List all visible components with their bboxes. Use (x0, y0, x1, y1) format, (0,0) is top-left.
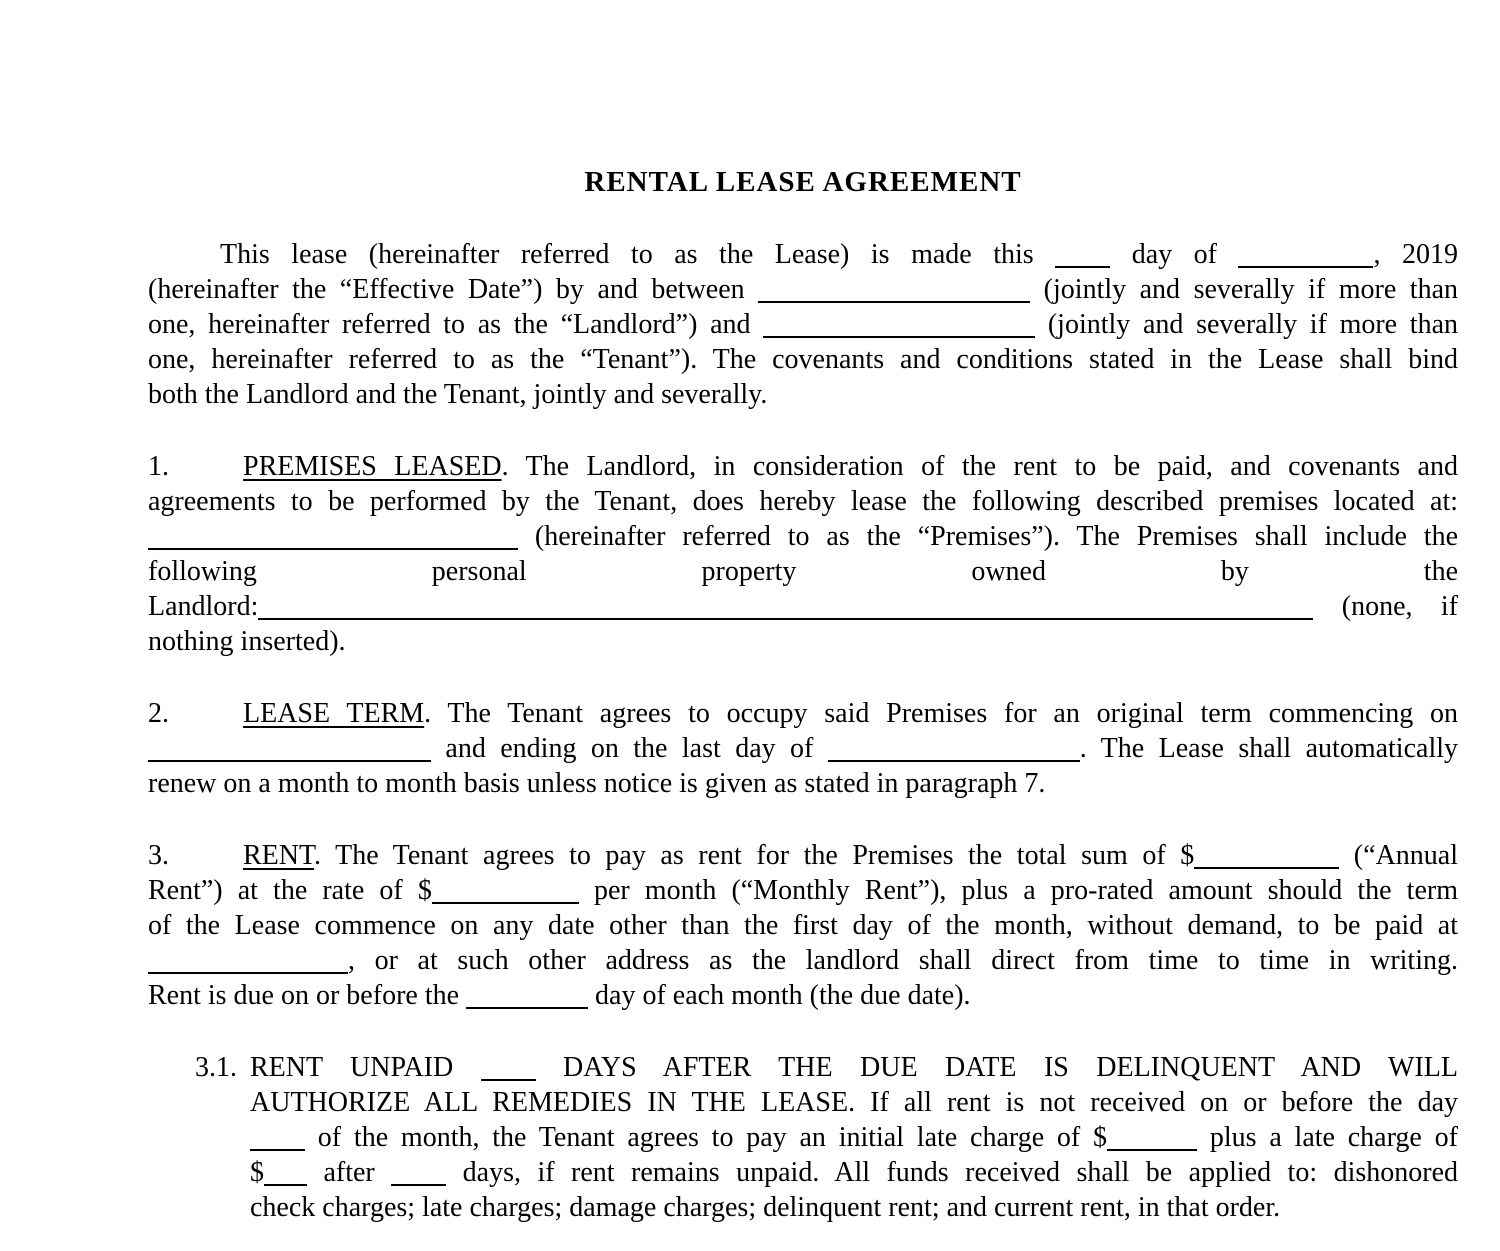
text-run: . The Lease shall automatically (1079, 733, 1459, 764)
text-line (250, 1120, 1458, 1155)
text-run: days, if rent remains unpaid. All funds received shall be applied to: dishonored (446, 1157, 1458, 1188)
text-line (148, 838, 1458, 873)
section-heading: RENT (243, 840, 315, 871)
text-run: $ (250, 1157, 264, 1188)
text-run: RENT UNPAID (250, 1052, 481, 1083)
text-run: after (307, 1157, 392, 1188)
text-run: (hereinafter the “Effective Date”) by and between (148, 274, 759, 305)
text-line (148, 237, 1458, 272)
section-number: 3. (148, 840, 169, 871)
text-line (148, 519, 1458, 554)
text-line (250, 1085, 1458, 1120)
text-run: nothing inserted). (148, 626, 346, 657)
text-run: of the month, the Tenant agrees to pay an initial late charge of $ (305, 1122, 1108, 1153)
text-line (148, 978, 1458, 1013)
text-line (250, 1190, 1458, 1225)
blank-field (1194, 841, 1339, 869)
text-run: . The Landlord, in consideration of the rent to be paid, and covenants and (501, 451, 1458, 482)
text-run: day of (1110, 239, 1239, 270)
text-run: check charges; late charges; damage charges; delinquent rent; and current rent, in that order. (250, 1192, 1281, 1223)
document-title: RENTAL LEASE AGREEMENT (584, 166, 1022, 198)
text-run: (jointly and severally if more than (1030, 274, 1458, 305)
text-line (148, 342, 1458, 377)
text-run: one, hereinafter referred to as the “Landlord”) and (148, 309, 764, 340)
text-run: AUTHORIZE ALL REMEDIES IN THE LEASE. If all rent is not received on or before the day (250, 1087, 1458, 1118)
document-text-block (148, 165, 1458, 1225)
blank-field (250, 1123, 305, 1151)
text-run: day of each month (the due date). (588, 980, 971, 1011)
blank-field (432, 876, 579, 904)
text-line (148, 554, 1458, 589)
text-run: and ending on the last day of (431, 733, 828, 764)
blank-field (1055, 240, 1110, 268)
document-body (148, 237, 1458, 1225)
text-line (195, 1050, 1458, 1085)
text-run: (“Annual (1339, 840, 1458, 871)
subsection-number: 3.1. (195, 1052, 237, 1083)
blank-field (466, 981, 588, 1009)
blank-field (758, 275, 1030, 303)
text-line (148, 449, 1458, 484)
blank-field (828, 734, 1080, 762)
text-run: . The Tenant agrees to occupy said Premises for an original term commencing on (424, 698, 1458, 729)
intro-paragraph (148, 237, 1458, 412)
blank-field (763, 310, 1035, 338)
text-line (148, 589, 1458, 624)
text-line (148, 943, 1458, 978)
section-3-rent (148, 838, 1458, 1013)
text-run: renew on a month to month basis unless notice is given as stated in paragraph 7. (148, 768, 1046, 799)
section-2-lease-term (148, 696, 1458, 801)
text-line (250, 1155, 1458, 1190)
text-line (148, 696, 1458, 731)
blank-field (258, 592, 1313, 620)
blank-field (148, 522, 518, 550)
text-run: DAYS AFTER THE DUE DATE IS DELINQUENT AND WILL (535, 1052, 1458, 1083)
text-run: This lease (hereinafter referred to as the Lease) is made this (220, 239, 1056, 270)
section-3-1-late-charges (195, 1050, 1458, 1225)
text-run: . The Tenant agrees to pay as rent for the Premises the total sum of $ (314, 840, 1195, 871)
text-line (148, 307, 1458, 342)
text-run: both the Landlord and the Tenant, jointly and severally. (148, 379, 768, 410)
text-run: of the Lease commence on any date other than the first day of the month, without demand, to be paid at (148, 910, 1458, 941)
text-line (148, 766, 1458, 801)
text-run: plus a late charge of (1197, 1122, 1458, 1153)
text-run: Rent is due on or before the (148, 980, 467, 1011)
text-run: per month (“Monthly Rent”), plus a pro-rated amount should the term (578, 875, 1458, 906)
section-heading: PREMISES LEASED (243, 451, 502, 482)
text-line (148, 377, 1458, 412)
text-run: following personal property owned by the (148, 556, 1458, 587)
text-run: one, hereinafter referred to as the “Tenant”). The covenants and conditions stated in the Lease shall bind (148, 344, 1458, 375)
text-run: agreements to be performed by the Tenant, does hereby lease the following described premises located at: (148, 486, 1458, 517)
blank-field (1107, 1123, 1197, 1151)
text-run: Rent”) at the rate of $ (148, 875, 432, 906)
text-line (148, 484, 1458, 519)
text-run: , or at such other address as the landlord shall direct from time to time in writing. (348, 945, 1458, 976)
blank-field (264, 1158, 307, 1186)
text-run: (none, if (1313, 591, 1458, 622)
blank-field (148, 734, 431, 762)
text-run: Landlord: (148, 591, 259, 622)
blank-field (148, 946, 348, 974)
section-number: 1. (148, 451, 169, 482)
text-run: (hereinafter referred to as the “Premises”). The Premises shall include the (518, 521, 1458, 552)
text-line (148, 624, 1458, 659)
text-line (148, 731, 1458, 766)
text-line (148, 873, 1458, 908)
blank-field (481, 1053, 536, 1081)
text-run: , 2019 (1373, 239, 1458, 270)
blank-field (391, 1158, 446, 1186)
section-1-premises-leased (148, 449, 1458, 659)
blank-field (1238, 240, 1373, 268)
section-number: 2. (148, 698, 169, 729)
text-run: (jointly and severally if more than (1035, 309, 1458, 340)
section-heading: LEASE TERM (243, 698, 425, 729)
text-line (148, 272, 1458, 307)
text-line (148, 908, 1458, 943)
